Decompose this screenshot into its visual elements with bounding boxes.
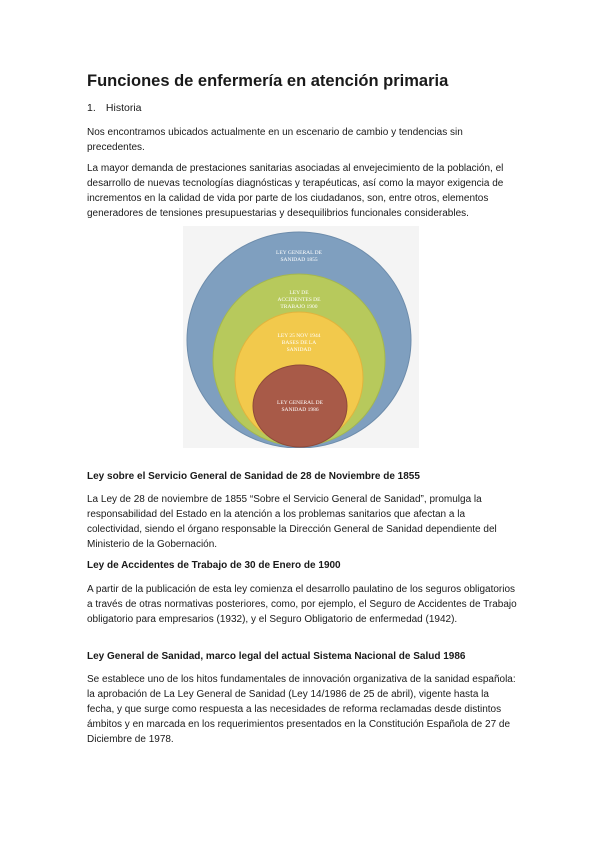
label-c0-line2: SANIDAD 1855	[280, 257, 318, 263]
section-heading-1986: Ley General de Sanidad, marco legal del actual Sistema Nacional de Salud 1986	[87, 651, 466, 662]
section-title: Historia	[105, 102, 142, 114]
document-title: Funciones de enfermería en atención primaria	[87, 72, 449, 90]
section-body-1900: A partir de la publicación de esta ley comienza el desarrollo paulatino de los seguros obligatorios a través de otras normativas posteriores, como, por ejemplo, el Seguro de Accidentes de Trabajo obligatorio para empresarios (1932), y el Seguro Obligatorio de enfermedad (1942).	[87, 584, 517, 625]
section-heading-1855: Ley sobre el Servicio General de Sanidad de 28 de Noviembre de 1855	[87, 471, 420, 482]
label-c3-line2: SANIDAD 1986	[281, 407, 319, 413]
section-number: 1.	[87, 102, 96, 114]
intro-paragraph-1: Nos encontramos ubicados actualmente en un escenario de cambio y tendencias sin precedentes.	[87, 127, 463, 153]
section-body-1855: La Ley de 28 de noviembre de 1855 “Sobre el Servicio General de Sanidad”, promulga la responsabilidad del Estado en la atención a los problemas sanitarios que afectan a la colectividad, siendo el órgano responsable la Dirección General de Sanidad dependiente del Ministerio de la Gobernación.	[87, 494, 497, 550]
label-c2-line3: SANIDAD	[286, 347, 312, 353]
label-c3-line1: LEY GENERAL DE	[276, 400, 324, 406]
label-c2-line2: BASES DE LA	[281, 340, 317, 346]
label-c1-line3: TRABAJO 1900	[280, 304, 318, 310]
nested-circles-diagram	[183, 226, 419, 448]
section-heading	[87, 102, 142, 114]
circle-ley-general-1986	[253, 365, 347, 447]
intro-paragraph-2: La mayor demanda de prestaciones sanitarias asociadas al envejecimiento de la población, el desarrollo de nuevas tecnologías diagnósticas y terapéuticas, así como la mayor exigencia de incrementos en la calidad de vida por parte de los ciudadanos, son, entre otros, elementos generadores de tensiones presupuestarias y desequilibrios funcionales considerables.	[87, 163, 504, 219]
label-c1-line1: LEY DE	[289, 290, 309, 296]
section-heading-1900: Ley de Accidentes de Trabajo de 30 de Enero de 1900	[87, 560, 341, 571]
diagram-svg	[183, 226, 419, 448]
label-c0-line1: LEY GENERAL DE	[275, 250, 323, 256]
label-c2-line1: LEY 25 NOV 1944	[277, 333, 321, 339]
label-c1-line2: ACCIDENTES DE	[277, 297, 321, 303]
section-body-1986: Se establece uno de los hitos fundamentales de innovación organizativa de la sanidad española: la aprobación de La Ley General de Sanidad (Ley 14/1986 de 25 de abril), vigente hasta la fecha, y que surge como respuesta a las necesidades de reforma reclamadas desde distintos ámbitos y en marcada en los requerimientos presentados en la Constitución Española de 27 de Diciembre de 1978.	[87, 674, 516, 745]
